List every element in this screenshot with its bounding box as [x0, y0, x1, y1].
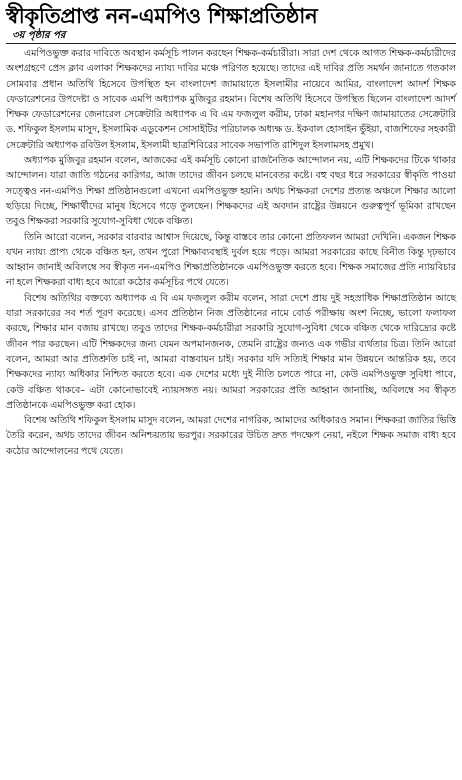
article-body: [6, 46, 456, 459]
article-headline: স্বীকৃতিপ্রাপ্ত নন-এমপিও শিক্ষাপ্রতিষ্ঠান: [6, 4, 318, 28]
article-paragraph: অধ্যাপক মুজিবুর রহমান বলেন, আজকের এই কর্মসূচি কোনো রাজনৈতিক আন্দোলন নয়, এটি শিক্ষকদের টিকে থাকার আন্দোলন। যারা জাতি গঠনের কারিগর, আজ তাদের জীবন চলছে মানবেতর কষ্টে। বহু বছর ধরে সরকারের স্বীকৃতি পাওয়া সত্ত্বেও নন-এমপিও শিক্ষা প্রতিষ্ঠানগুলো এখনো এমপিওভুক্ত হয়নি। অথচ শিক্ষকরা দেশের প্রত্যন্ত অঞ্চলে শিক্ষার আলো ছড়িয়ে দিচ্ছে, শিক্ষার্থীদের মানুষ হিসেবে গড়ে তুলছেন। শিক্ষকদের এই অবদান রাষ্ট্রের উন্নয়নে গুরুত্বপূর্ণ ভূমিকা রাখছেন তবুও শিক্ষকরা সরকারি সুযোগ-সুবিধা থেকে বঞ্চিত।: [6, 155, 456, 228]
article-paragraph: এমপিওভুক্ত করার দাবিতে অবস্থান কর্মসূচি পালন করছেন শিক্ষক-কর্মচারীরা। সারা দেশ থেকে আগত শিক্ষক-কর্মচারীদের অংশগ্রহণে প্রেস ক্লাব এলাকা শিক্ষকদের ন্যায্য দাবির মঞ্চে পরিণত হয়েছে। তাদের এই দাবির প্রতি সমর্থন জানাতে গতকাল সোমবার প্রধান অতিথি হিসেবে উপস্থিত হন বাংলাদেশ জামায়াতে ইসলামীর নায়েবে আমির, বাংলাদেশ আদর্শ শিক্ষক ফেডারেশনের উপদেষ্টা ও সাবেক এমপি অধ্যাপক মুজিবুর রহমান। বিশেষ অতিথি হিসেবে উপস্থিত ছিলেন বাংলাদেশ আদর্শ শিক্ষক ফেডারেশনের জেনারেল সেক্রেটারি অধ্যাপক এ বি এম ফজলুল করীম, ঢাকা মহানগর দক্ষিণ জামায়াতের সেক্রেটারি ড. শফিকুল ইসলাম মাসুদ, ইসলামিক এডুকেশন সোসাইটির পরিচালক অধ্যক্ষ ড. ইকবাল হোসাইন ভুঁইয়া, বাজশিফের সহকারী সেক্রেটারি অধ্যাপক রবিউল ইসলাম, ইসলামী ছাত্রশিবিরের সাবেক সভাপতি রাশিদুল ইসলামসহ প্রমুখ।: [6, 48, 456, 151]
continued-from-label: ৩য় পৃষ্ঠার পর: [12, 30, 66, 41]
article-paragraph: তিনি আরো বলেন, সরকার বারবার আশ্বাস দিয়েছে, কিন্তু বাস্তবে তার কোনো প্রতিফলন আমরা দেখিনি। একজন শিক্ষক যখন ন্যায্য প্রাপ্য থেকে বঞ্চিত হন, তখন পুরো শিক্ষাব্যবস্থাই দুর্বল হয়ে পড়ে। আমরা সরকারের কাছে বিনীত কিন্তু দৃঢ়ভাবে আহ্বান জানাই অবিলম্বে সব স্বীকৃত নন-এমপিও শিক্ষাপ্রতিষ্ঠানকে এমপিওভুক্ত করতে হবে। শিক্ষক সমাজের প্রতি ন্যায়বিচার না হলে শিক্ষকরা বাধ্য হবে আরো কঠোর কর্মসূচির পথে যেতে।: [6, 231, 456, 289]
headline-divider: [6, 43, 456, 44]
article-paragraph: বিশেষ অতিথির বক্তব্যে অধ্যাপক এ বি এম ফজলুল করীম বলেন, সারা দেশে প্রায় দুই সহস্রাধিক শিক্ষাপ্রতিষ্ঠান আছে যারা সরকারের সব শর্ত পূরণ করেছে। এসব প্রতিষ্ঠান নিজ প্রতিষ্ঠানের নামে বোর্ড পরীক্ষায় অংশ নিচ্ছে, ভালো ফলাফল করছে, শিক্ষার মান বজায় রাখছে। তবুও তাদের শিক্ষক-কর্মচারীরা সরকারি সুযোগ-সুবিধা থেকে বঞ্চিত থেকে দারিদ্র্যের কষ্টে জীবন পার করছেন। এটি শিক্ষকদের জন্য যেমন অপমানজনক, তেমনি রাষ্ট্রের জন্যও এক গভীর ব্যর্থতার চিত্র। তিনি আরো বলেন, আমরা আর প্রতিশ্রুতি চাই না, আমরা বাস্তবায়ন চাই। সরকার যদি সত্যিই শিক্ষার মান উন্নয়নে আন্তরিক হয়, তবে শিক্ষকদের ন্যায্য অধিকার নিশ্চিত করতে হবে। এক দেশের মধ্যে দুই নীতি চলতে পারে না, কেউ এমপিওভুক্ত সুবিধা পাবে, কেউ বঞ্চিত থাকবে– এটা কোনোভাবেই ন্যায়সঙ্গত নয়। আমরা সরকারের প্রতি আহ্বান জানাচ্ছি, অবিলম্বে সব স্বীকৃত প্রতিষ্ঠানকে এমপিওভুক্ত করা হোক।: [6, 292, 456, 411]
article-paragraph: বিশেষ অতিথি শফিকুল ইসলাম মাসুদ বলেন, আমরা দেশের নাগরিক, আমাদের অধিকারও সমান। শিক্ষকরা জাতির ভিত্তি তৈরি করেন, অথচ তাদের জীবন অনিশ্চয়তায় ভরপুর। সরকারের উচিত দ্রুত পদক্ষেপ নেয়া, নইলে শিক্ষক সমাজ বাধ্য হবে কঠোর আন্দোলনের পথে যেতে।: [6, 415, 456, 457]
